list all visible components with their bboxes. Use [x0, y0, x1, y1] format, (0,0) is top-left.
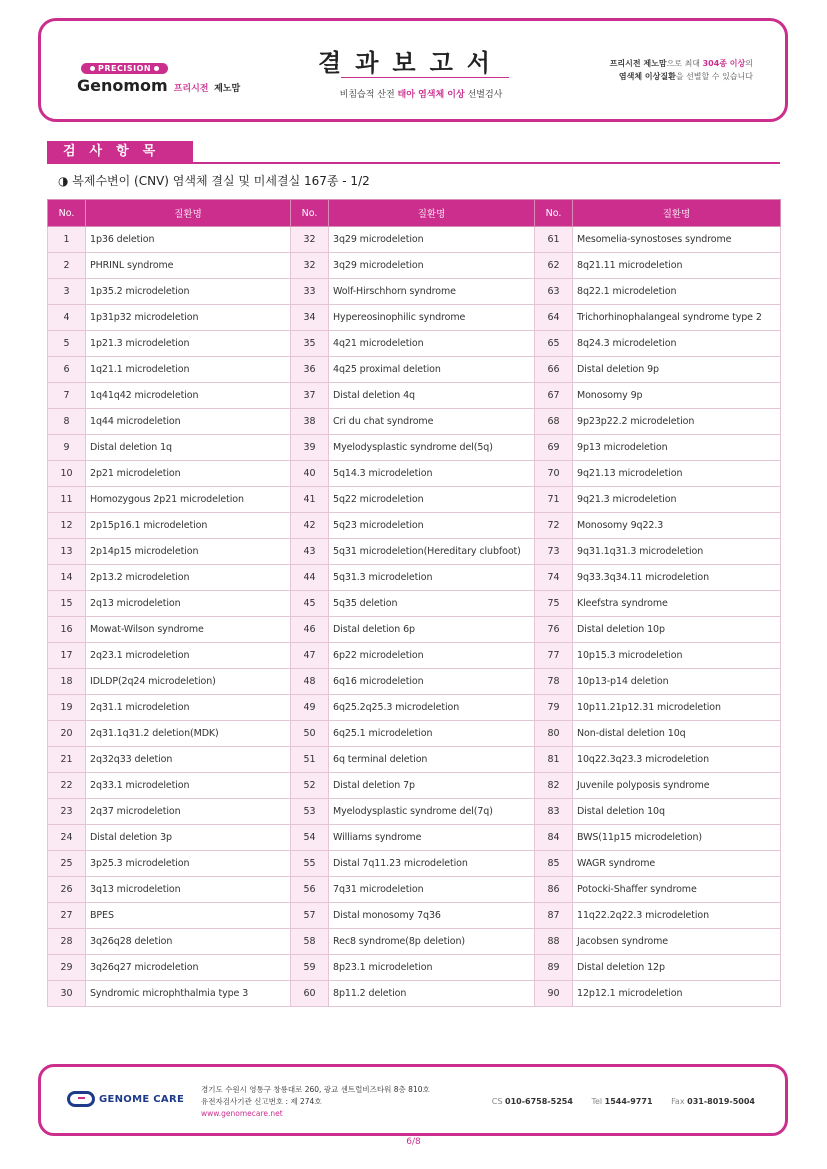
row-number: 43	[291, 539, 329, 565]
disease-name: Monosomy 9p	[573, 383, 781, 409]
table-row	[48, 435, 781, 461]
section-divider	[47, 162, 780, 164]
footer-address-block	[201, 1084, 430, 1120]
table-row	[48, 695, 781, 721]
disease-name: 1p35.2 microdeletion	[86, 279, 291, 305]
row-number: 45	[291, 591, 329, 617]
table-row	[48, 851, 781, 877]
disease-name: 3q29 microdeletion	[329, 253, 535, 279]
disease-name: Cri du chat syndrome	[329, 409, 535, 435]
row-number: 52	[291, 773, 329, 799]
disease-name: 9p23p22.2 microdeletion	[573, 409, 781, 435]
row-number: 30	[48, 981, 86, 1007]
footer-website-link[interactable]: www.genomecare.net	[201, 1109, 283, 1118]
disease-name: 8q21.11 microdeletion	[573, 253, 781, 279]
disease-name: 9q31.1q31.3 microdeletion	[573, 539, 781, 565]
table-row	[48, 253, 781, 279]
row-number: 86	[535, 877, 573, 903]
disease-name: 5q35 deletion	[329, 591, 535, 617]
disease-name: 11q22.2q22.3 microdeletion	[573, 903, 781, 929]
header-no: No.	[48, 200, 86, 227]
row-number: 64	[535, 305, 573, 331]
header-no: No.	[535, 200, 573, 227]
row-number: 54	[291, 825, 329, 851]
row-number: 51	[291, 747, 329, 773]
disease-name: 4q25 proximal deletion	[329, 357, 535, 383]
row-number: 36	[291, 357, 329, 383]
disease-name: 6q terminal deletion	[329, 747, 535, 773]
row-number: 25	[48, 851, 86, 877]
disease-name: Myelodysplastic syndrome del(5q)	[329, 435, 535, 461]
row-number: 4	[48, 305, 86, 331]
row-number: 11	[48, 487, 86, 513]
disease-name: 2q13 microdeletion	[86, 591, 291, 617]
row-number: 39	[291, 435, 329, 461]
section-subheading: ◑ 복제수변이 (CNV) 염색체 결실 및 미세결실 167종 - 1/2	[58, 174, 370, 188]
disease-name: Distal deletion 10q	[573, 799, 781, 825]
disease-name: 8q22.1 microdeletion	[573, 279, 781, 305]
disease-name: 9q21.3 microdeletion	[573, 487, 781, 513]
row-number: 88	[535, 929, 573, 955]
disease-name: 2p14p15 microdeletion	[86, 539, 291, 565]
table-row	[48, 279, 781, 305]
disease-name: Distal deletion 1q	[86, 435, 291, 461]
row-number: 79	[535, 695, 573, 721]
row-number: 44	[291, 565, 329, 591]
disease-name: Non-distal deletion 10q	[573, 721, 781, 747]
disease-name: 8p11.2 deletion	[329, 981, 535, 1007]
table-row	[48, 227, 781, 253]
row-number: 47	[291, 643, 329, 669]
disease-name: 3p25.3 microdeletion	[86, 851, 291, 877]
section-tab: 검사항목	[47, 141, 193, 162]
row-number: 33	[291, 279, 329, 305]
row-number: 38	[291, 409, 329, 435]
disease-name: 6q16 microdeletion	[329, 669, 535, 695]
row-number: 32	[291, 227, 329, 253]
row-number: 41	[291, 487, 329, 513]
report-footer	[38, 1064, 788, 1136]
footer-license: 유전자검사기관 신고번호 : 제 274호	[201, 1097, 322, 1106]
disease-name: 3q26q28 deletion	[86, 929, 291, 955]
row-number: 60	[291, 981, 329, 1007]
table-row	[48, 383, 781, 409]
row-number: 75	[535, 591, 573, 617]
row-number: 84	[535, 825, 573, 851]
disease-name: 2q31.1q31.2 deletion(MDK)	[86, 721, 291, 747]
disease-name: Hypereosinophilic syndrome	[329, 305, 535, 331]
row-number: 27	[48, 903, 86, 929]
header-name: 질환명	[86, 200, 291, 227]
disease-name: Syndromic microphthalmia type 3	[86, 981, 291, 1007]
disease-name: Potocki-Shaffer syndrome	[573, 877, 781, 903]
title-underline	[341, 77, 509, 78]
disease-name: 1q44 microdeletion	[86, 409, 291, 435]
row-number: 14	[48, 565, 86, 591]
row-number: 70	[535, 461, 573, 487]
disease-name: 2q33.1 microdeletion	[86, 773, 291, 799]
table-row	[48, 409, 781, 435]
row-number: 9	[48, 435, 86, 461]
genomom-logo	[77, 56, 240, 95]
disease-name: 6q25.2q25.3 microdeletion	[329, 695, 535, 721]
row-number: 5	[48, 331, 86, 357]
row-number: 32	[291, 253, 329, 279]
precision-badge: PRECISION	[81, 63, 168, 74]
row-number: 49	[291, 695, 329, 721]
row-number: 61	[535, 227, 573, 253]
row-number: 15	[48, 591, 86, 617]
row-number: 6	[48, 357, 86, 383]
row-number: 20	[48, 721, 86, 747]
row-number: 2	[48, 253, 86, 279]
table-row	[48, 643, 781, 669]
row-number: 67	[535, 383, 573, 409]
row-number: 69	[535, 435, 573, 461]
footer-contacts: CS 010-6758-5254 Tel 1544-9771 Fax 031-8019-5004	[491, 1097, 755, 1106]
row-number: 7	[48, 383, 86, 409]
disease-name: 9p13 microdeletion	[573, 435, 781, 461]
disease-name: 1p36 deletion	[86, 227, 291, 253]
disease-name: BPES	[86, 903, 291, 929]
row-number: 80	[535, 721, 573, 747]
row-number: 21	[48, 747, 86, 773]
row-number: 53	[291, 799, 329, 825]
disease-name: Distal deletion 6p	[329, 617, 535, 643]
row-number: 18	[48, 669, 86, 695]
row-number: 55	[291, 851, 329, 877]
disease-name: WAGR syndrome	[573, 851, 781, 877]
disease-name: 2p13.2 microdeletion	[86, 565, 291, 591]
disease-name: 7q31 microdeletion	[329, 877, 535, 903]
genome-care-logo: GENOME CARE	[67, 1091, 184, 1107]
disease-name: Kleefstra syndrome	[573, 591, 781, 617]
table-row	[48, 981, 781, 1007]
logo-brand-text: Genomom	[77, 76, 168, 95]
table-row	[48, 331, 781, 357]
disease-name: Distal deletion 4q	[329, 383, 535, 409]
table-row	[48, 513, 781, 539]
row-number: 3	[48, 279, 86, 305]
table-header-row	[48, 200, 781, 227]
disease-name: 10q22.3q23.3 microdeletion	[573, 747, 781, 773]
disease-name: Myelodysplastic syndrome del(7q)	[329, 799, 535, 825]
row-number: 1	[48, 227, 86, 253]
disease-name: Wolf-Hirschhorn syndrome	[329, 279, 535, 305]
disease-name: 1q41q42 microdeletion	[86, 383, 291, 409]
disease-name: 2q37 microdeletion	[86, 799, 291, 825]
row-number: 59	[291, 955, 329, 981]
table-row	[48, 799, 781, 825]
disease-name: 3q26q27 microdeletion	[86, 955, 291, 981]
table-row	[48, 955, 781, 981]
table-row	[48, 877, 781, 903]
page-number: 6/8	[406, 1137, 421, 1147]
row-number: 73	[535, 539, 573, 565]
report-title: 결과보고서	[318, 48, 504, 77]
row-number: 12	[48, 513, 86, 539]
disease-name: 1p21.3 microdeletion	[86, 331, 291, 357]
row-number: 83	[535, 799, 573, 825]
disease-table	[47, 199, 781, 1007]
logo-ko-b: 제노맘	[214, 84, 241, 94]
disease-name: 1q21.1 microdeletion	[86, 357, 291, 383]
row-number: 57	[291, 903, 329, 929]
row-number: 16	[48, 617, 86, 643]
disease-name: 8q24.3 microdeletion	[573, 331, 781, 357]
row-number: 56	[291, 877, 329, 903]
footer-address: 경기도 수원시 영통구 창룡대로 260, 광교 센트럴비즈타워 8층 810호	[201, 1085, 430, 1094]
logo-ko-a: 프리시전	[173, 84, 209, 94]
disease-name: Distal deletion 12p	[573, 955, 781, 981]
row-number: 82	[535, 773, 573, 799]
disease-name: Juvenile polyposis syndrome	[573, 773, 781, 799]
table-row	[48, 721, 781, 747]
row-number: 90	[535, 981, 573, 1007]
row-number: 29	[48, 955, 86, 981]
disease-name: Distal 7q11.23 microdeletion	[329, 851, 535, 877]
row-number: 10	[48, 461, 86, 487]
disease-name: 5q22 microdeletion	[329, 487, 535, 513]
row-number: 24	[48, 825, 86, 851]
disease-name: 5q31 microdeletion(Hereditary clubfoot)	[329, 539, 535, 565]
header-no: No.	[291, 200, 329, 227]
row-number: 63	[535, 279, 573, 305]
disease-name: Rec8 syndrome(8p deletion)	[329, 929, 535, 955]
row-number: 37	[291, 383, 329, 409]
disease-name: Monosomy 9q22.3	[573, 513, 781, 539]
disease-name: 2q32q33 deletion	[86, 747, 291, 773]
row-number: 81	[535, 747, 573, 773]
row-number: 22	[48, 773, 86, 799]
disease-name: 3q13 microdeletion	[86, 877, 291, 903]
row-number: 85	[535, 851, 573, 877]
row-number: 68	[535, 409, 573, 435]
disease-name: Homozygous 2p21 microdeletion	[86, 487, 291, 513]
disease-name: 8p23.1 microdeletion	[329, 955, 535, 981]
row-number: 72	[535, 513, 573, 539]
row-number: 28	[48, 929, 86, 955]
disease-name: 6q25.1 microdeletion	[329, 721, 535, 747]
table-row	[48, 773, 781, 799]
table-row	[48, 539, 781, 565]
report-subtitle: 비침습적 산전 태아 염색체 이상 선별검사	[339, 90, 503, 100]
disease-name: 3q29 microdeletion	[329, 227, 535, 253]
row-number: 58	[291, 929, 329, 955]
disease-name: Williams syndrome	[329, 825, 535, 851]
row-number: 34	[291, 305, 329, 331]
disease-name: 2p15p16.1 microdeletion	[86, 513, 291, 539]
disease-name: PHRINL syndrome	[86, 253, 291, 279]
header-tagline: 프리시전 제노맘으로 최대 304종 이상의 염색체 이상질환을 선별할 수 있습니다	[609, 59, 753, 81]
row-number: 87	[535, 903, 573, 929]
table-row	[48, 357, 781, 383]
disease-name: 4q21 microdeletion	[329, 331, 535, 357]
header-name: 질환명	[573, 200, 781, 227]
row-number: 40	[291, 461, 329, 487]
disease-name: 1p31p32 microdeletion	[86, 305, 291, 331]
row-number: 19	[48, 695, 86, 721]
table-row	[48, 591, 781, 617]
disease-name: Distal deletion 10p	[573, 617, 781, 643]
row-number: 74	[535, 565, 573, 591]
disease-name: Mowat-Wilson syndrome	[86, 617, 291, 643]
row-number: 89	[535, 955, 573, 981]
disease-name: 5q31.3 microdeletion	[329, 565, 535, 591]
disease-name: 2p21 microdeletion	[86, 461, 291, 487]
disease-name: Trichorhinophalangeal syndrome type 2	[573, 305, 781, 331]
row-number: 71	[535, 487, 573, 513]
report-header	[38, 18, 788, 122]
table-row	[48, 903, 781, 929]
row-number: 23	[48, 799, 86, 825]
disease-name: Distal deletion 9p	[573, 357, 781, 383]
row-number: 77	[535, 643, 573, 669]
table-row	[48, 669, 781, 695]
disease-name: 5q14.3 microdeletion	[329, 461, 535, 487]
row-number: 65	[535, 331, 573, 357]
disease-name: 9q33.3q34.11 microdeletion	[573, 565, 781, 591]
disease-name: Distal deletion 7p	[329, 773, 535, 799]
table-row	[48, 929, 781, 955]
disease-name: IDLDP(2q24 microdeletion)	[86, 669, 291, 695]
row-number: 48	[291, 669, 329, 695]
row-number: 35	[291, 331, 329, 357]
row-number: 50	[291, 721, 329, 747]
row-number: 62	[535, 253, 573, 279]
row-number: 76	[535, 617, 573, 643]
table-row	[48, 825, 781, 851]
table-row	[48, 305, 781, 331]
disease-name: 10p11.21p12.31 microdeletion	[573, 695, 781, 721]
row-number: 78	[535, 669, 573, 695]
disease-name: Distal monosomy 7q36	[329, 903, 535, 929]
disease-name: 9q21.13 microdeletion	[573, 461, 781, 487]
row-number: 8	[48, 409, 86, 435]
disease-name: 2q31.1 microdeletion	[86, 695, 291, 721]
row-number: 13	[48, 539, 86, 565]
row-number: 46	[291, 617, 329, 643]
table-row	[48, 565, 781, 591]
row-number: 42	[291, 513, 329, 539]
disease-name: 12p12.1 microdeletion	[573, 981, 781, 1007]
disease-name: 2q23.1 microdeletion	[86, 643, 291, 669]
disease-name: BWS(11p15 microdeletion)	[573, 825, 781, 851]
disease-name: 5q23 microdeletion	[329, 513, 535, 539]
table-row	[48, 461, 781, 487]
genome-care-mark-icon	[67, 1091, 95, 1107]
table-row	[48, 617, 781, 643]
table-row	[48, 487, 781, 513]
disease-name: Jacobsen syndrome	[573, 929, 781, 955]
row-number: 26	[48, 877, 86, 903]
header-name: 질환명	[329, 200, 535, 227]
table-row	[48, 747, 781, 773]
row-number: 66	[535, 357, 573, 383]
disease-name: 10p15.3 microdeletion	[573, 643, 781, 669]
row-number: 17	[48, 643, 86, 669]
disease-name: Mesomelia-synostoses syndrome	[573, 227, 781, 253]
disease-name: Distal deletion 3p	[86, 825, 291, 851]
disease-name: 10p13-p14 deletion	[573, 669, 781, 695]
disease-name: 6p22 microdeletion	[329, 643, 535, 669]
